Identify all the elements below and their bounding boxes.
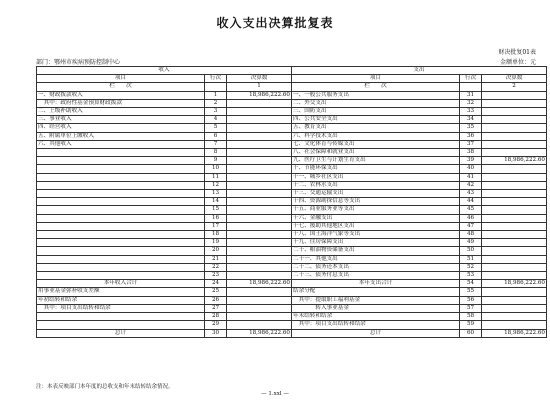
table-row bbox=[37, 108, 547, 116]
expense-item-cell: 本年支出合计 bbox=[292, 280, 460, 288]
expense-row-cell: 57 bbox=[460, 304, 482, 312]
income-row-cell: 25 bbox=[205, 288, 227, 296]
income-row-cell: 22 bbox=[205, 263, 227, 271]
expense-item-cell: 五、教育支出 bbox=[292, 124, 460, 132]
expense-amount-cell bbox=[482, 132, 547, 140]
income-row-cell: 3 bbox=[205, 108, 227, 116]
expense-item-cell: 二十一、其他支出 bbox=[292, 255, 460, 263]
income-item-cell: 年初结转和结余 bbox=[37, 296, 205, 304]
table-row bbox=[37, 272, 547, 280]
income-amount-cell bbox=[227, 116, 292, 124]
expense-item-cell: 转入事业基金 bbox=[292, 304, 460, 312]
income-amount-cell bbox=[227, 181, 292, 189]
table-row bbox=[37, 247, 547, 255]
income-item-cell: 五、附属单位上缴收入 bbox=[37, 132, 205, 140]
income-item-cell: 其中：项目支出结转和结余 bbox=[37, 304, 205, 312]
income-row-cell: 7 bbox=[205, 140, 227, 148]
expense-amount-cell bbox=[482, 304, 547, 312]
page-title: 收入支出决算批复表 bbox=[216, 16, 334, 30]
table-row bbox=[37, 132, 547, 140]
income-row-cell: 10 bbox=[205, 165, 227, 173]
expense-amount-cell bbox=[482, 255, 547, 263]
expense-amount-cell bbox=[482, 165, 547, 173]
table-row bbox=[37, 116, 547, 124]
table-row bbox=[37, 296, 547, 304]
income-row-cell: 17 bbox=[205, 222, 227, 230]
income-row-cell: 4 bbox=[205, 116, 227, 124]
expense-row-cell: 46 bbox=[460, 214, 482, 222]
expense-amount-cell bbox=[482, 231, 547, 239]
income-row-cell: 18 bbox=[205, 231, 227, 239]
table-row bbox=[37, 321, 547, 329]
table-row bbox=[37, 280, 547, 288]
income-amount-cell bbox=[227, 313, 292, 321]
table-row bbox=[37, 239, 547, 247]
income-item-cell bbox=[37, 247, 205, 255]
income-amount-cell: 18,986,222.60 bbox=[227, 91, 292, 99]
expense-item-header: 项目 bbox=[292, 75, 460, 83]
budget-table bbox=[36, 66, 547, 338]
income-column-label: 栏 次 bbox=[37, 83, 205, 91]
income-item-cell bbox=[37, 165, 205, 173]
table-row bbox=[37, 181, 547, 189]
table-row bbox=[37, 99, 547, 107]
income-item-cell bbox=[37, 222, 205, 230]
table-row bbox=[37, 91, 547, 99]
income-amount-cell bbox=[227, 99, 292, 107]
income-row-cell: 14 bbox=[205, 198, 227, 206]
expense-amount-cell bbox=[482, 124, 547, 132]
expense-row-cell: 52 bbox=[460, 263, 482, 271]
table-body bbox=[37, 91, 547, 337]
income-item-cell bbox=[37, 214, 205, 222]
table-row bbox=[37, 313, 547, 321]
income-item-cell bbox=[37, 321, 205, 329]
table-row bbox=[37, 190, 547, 198]
income-amount-cell bbox=[227, 255, 292, 263]
table-row bbox=[37, 173, 547, 181]
income-amount-cell bbox=[227, 272, 292, 280]
expense-row-cell: 40 bbox=[460, 165, 482, 173]
income-amount-cell bbox=[227, 140, 292, 148]
income-item-cell: 本年收入合计 bbox=[37, 280, 205, 288]
income-row-cell: 12 bbox=[205, 181, 227, 189]
income-amount-cell bbox=[227, 108, 292, 116]
table-row bbox=[37, 263, 547, 271]
expense-row-cell: 35 bbox=[460, 124, 482, 132]
income-item-cell: 其中：政府性基金预算财政拨款 bbox=[37, 99, 205, 107]
expense-amount-cell bbox=[482, 190, 547, 198]
expense-amount-cell bbox=[482, 173, 547, 181]
expense-amount-cell bbox=[482, 321, 547, 329]
table-row bbox=[37, 255, 547, 263]
income-amount-cell: 18,986,222.60 bbox=[227, 280, 292, 288]
expense-item-cell: 年末结转和结余 bbox=[292, 313, 460, 321]
table-row bbox=[37, 304, 547, 312]
income-item-cell: 一、财政拨款收入 bbox=[37, 91, 205, 99]
expense-amount-cell bbox=[482, 91, 547, 99]
expense-row-cell: 34 bbox=[460, 116, 482, 124]
income-item-cell bbox=[37, 198, 205, 206]
income-row-cell: 28 bbox=[205, 313, 227, 321]
income-row-cell: 23 bbox=[205, 272, 227, 280]
expense-item-cell: 二十二、债务还本支出 bbox=[292, 263, 460, 271]
income-amount-cell bbox=[227, 190, 292, 198]
income-amount-cell bbox=[227, 149, 292, 157]
expense-item-cell: 十一、城乡社区支出 bbox=[292, 173, 460, 181]
income-row-cell: 9 bbox=[205, 157, 227, 165]
income-amount-header: 决算数 bbox=[227, 75, 292, 83]
income-item-cell bbox=[37, 313, 205, 321]
expense-row-cell: 48 bbox=[460, 231, 482, 239]
table-row bbox=[37, 198, 547, 206]
expense-amount-cell bbox=[482, 99, 547, 107]
expense-amount-cell: 18,986,222.60 bbox=[482, 329, 547, 337]
expense-row-cell: 54 bbox=[460, 280, 482, 288]
expense-item-cell: 其中：项目支出结转和结余 bbox=[292, 321, 460, 329]
income-amount-cell bbox=[227, 239, 292, 247]
expense-item-cell: 六、科学技术支出 bbox=[292, 132, 460, 140]
expense-row-cell: 39 bbox=[460, 157, 482, 165]
income-row-cell: 20 bbox=[205, 247, 227, 255]
expense-row-cell: 37 bbox=[460, 140, 482, 148]
income-amount-cell: 18,986,222.60 bbox=[227, 329, 292, 337]
income-row-cell: 2 bbox=[205, 99, 227, 107]
income-item-cell bbox=[37, 149, 205, 157]
income-item-cell bbox=[37, 231, 205, 239]
form-number: 财决批复01表 bbox=[498, 49, 536, 56]
income-item-cell: 二、上级补助收入 bbox=[37, 108, 205, 116]
income-amount-cell bbox=[227, 222, 292, 230]
table-row bbox=[37, 124, 547, 132]
department-label: 部门：鄂州市疾病预防控制中心 bbox=[36, 59, 121, 66]
income-amount-cell bbox=[227, 198, 292, 206]
expense-row-cell: 33 bbox=[460, 108, 482, 116]
expense-item-cell: 二、外交支出 bbox=[292, 99, 460, 107]
expense-item-cell: 十三、交通运输支出 bbox=[292, 190, 460, 198]
expense-amount-header: 决算数 bbox=[482, 75, 547, 83]
income-header: 收入 bbox=[37, 67, 292, 75]
expense-amount-cell bbox=[482, 181, 547, 189]
income-amount-cell bbox=[227, 165, 292, 173]
income-amount-cell bbox=[227, 124, 292, 132]
expense-amount-cell bbox=[482, 272, 547, 280]
income-row-cell: 1 bbox=[205, 91, 227, 99]
expense-row-cell: 41 bbox=[460, 173, 482, 181]
income-column-spacer bbox=[205, 83, 227, 91]
expense-row-cell: 51 bbox=[460, 255, 482, 263]
expense-item-cell: 十四、资源勘探信息等支出 bbox=[292, 198, 460, 206]
income-row-cell: 13 bbox=[205, 190, 227, 198]
expense-item-cell: 四、公共安全支出 bbox=[292, 116, 460, 124]
expense-row-cell: 53 bbox=[460, 272, 482, 280]
income-row-cell: 15 bbox=[205, 206, 227, 214]
expense-row-cell: 32 bbox=[460, 99, 482, 107]
income-amount-cell bbox=[227, 231, 292, 239]
income-amount-cell bbox=[227, 157, 292, 165]
table-row bbox=[37, 165, 547, 173]
expense-row-cell: 50 bbox=[460, 247, 482, 255]
expense-item-cell: 十六、金融支出 bbox=[292, 214, 460, 222]
expense-item-cell: 十、节能环保支出 bbox=[292, 165, 460, 173]
income-item-cell bbox=[37, 206, 205, 214]
expense-row-header: 行次 bbox=[460, 75, 482, 83]
table-row bbox=[37, 288, 547, 296]
table-row bbox=[37, 140, 547, 148]
expense-row-cell: 58 bbox=[460, 313, 482, 321]
expense-column-number: 2 bbox=[482, 83, 547, 91]
expense-row-cell: 43 bbox=[460, 190, 482, 198]
income-item-cell bbox=[37, 263, 205, 271]
expense-item-cell: 七、文化体育与传媒支出 bbox=[292, 140, 460, 148]
expense-item-cell: 一、一般公共服务支出 bbox=[292, 91, 460, 99]
income-row-cell: 11 bbox=[205, 173, 227, 181]
income-row-cell: 16 bbox=[205, 214, 227, 222]
expense-row-cell: 45 bbox=[460, 206, 482, 214]
income-amount-cell bbox=[227, 206, 292, 214]
income-row-cell: 29 bbox=[205, 321, 227, 329]
expense-amount-cell bbox=[482, 263, 547, 271]
expense-row-cell: 38 bbox=[460, 149, 482, 157]
income-item-cell bbox=[37, 239, 205, 247]
page-number: — 1.xxl — bbox=[261, 391, 289, 397]
expense-item-cell: 十二、农林水支出 bbox=[292, 181, 460, 189]
expense-column-spacer bbox=[460, 83, 482, 91]
expense-item-cell: 十五、商业服务业等支出 bbox=[292, 206, 460, 214]
income-row-cell: 24 bbox=[205, 280, 227, 288]
income-item-header: 项目 bbox=[37, 75, 205, 83]
expense-item-cell: 八、社会保障和就业支出 bbox=[292, 149, 460, 157]
income-row-cell: 26 bbox=[205, 296, 227, 304]
income-row-cell: 21 bbox=[205, 255, 227, 263]
expense-item-cell: 其中：提取职工福利基金 bbox=[292, 296, 460, 304]
income-row-cell: 27 bbox=[205, 304, 227, 312]
expense-item-cell: 三、国防支出 bbox=[292, 108, 460, 116]
income-item-cell: 四、经营收入 bbox=[37, 124, 205, 132]
expense-item-cell: 十九、住房保障支出 bbox=[292, 239, 460, 247]
income-item-cell bbox=[37, 255, 205, 263]
income-amount-cell bbox=[227, 296, 292, 304]
expense-row-cell: 49 bbox=[460, 239, 482, 247]
income-item-cell bbox=[37, 157, 205, 165]
expense-item-cell: 十八、国土海洋气象等支出 bbox=[292, 231, 460, 239]
expense-item-cell: 九、医疗卫生与计划生育支出 bbox=[292, 157, 460, 165]
income-item-cell: 三、事业收入 bbox=[37, 116, 205, 124]
expense-item-cell: 十七、援助其他地区支出 bbox=[292, 222, 460, 230]
expense-item-cell: 二十、粮油物资储备支出 bbox=[292, 247, 460, 255]
expense-amount-cell bbox=[482, 222, 547, 230]
currency-unit: 金额单位：元 bbox=[499, 59, 536, 66]
income-item-cell bbox=[37, 190, 205, 198]
income-amount-cell bbox=[227, 304, 292, 312]
expense-row-cell: 44 bbox=[460, 198, 482, 206]
table-row bbox=[37, 149, 547, 157]
income-amount-cell bbox=[227, 288, 292, 296]
income-item-cell bbox=[37, 181, 205, 189]
income-item-cell bbox=[37, 272, 205, 280]
expense-header: 支出 bbox=[292, 67, 547, 75]
expense-item-cell: 二十三、债务付息支出 bbox=[292, 272, 460, 280]
table-row bbox=[37, 206, 547, 214]
expense-row-cell: 47 bbox=[460, 222, 482, 230]
expense-row-cell: 31 bbox=[460, 91, 482, 99]
expense-amount-cell bbox=[482, 108, 547, 116]
expense-column-label: 栏 次 bbox=[292, 83, 460, 91]
footnote: 注：本表反映部门本年度的总收支和年末结转结余情况。 bbox=[36, 384, 174, 390]
expense-item-cell: 总计 bbox=[292, 329, 460, 337]
table-row bbox=[37, 222, 547, 230]
income-amount-cell bbox=[227, 263, 292, 271]
income-column-number: 1 bbox=[227, 83, 292, 91]
expense-amount-cell bbox=[482, 116, 547, 124]
income-item-cell: 总计 bbox=[37, 329, 205, 337]
expense-amount-cell bbox=[482, 206, 547, 214]
income-item-cell: 用事业基金弥补收支差额 bbox=[37, 288, 205, 296]
expense-amount-cell bbox=[482, 296, 547, 304]
income-row-header: 行次 bbox=[205, 75, 227, 83]
expense-amount-cell bbox=[482, 140, 547, 148]
expense-amount-cell bbox=[482, 198, 547, 206]
table-row bbox=[37, 231, 547, 239]
income-row-cell: 19 bbox=[205, 239, 227, 247]
income-amount-cell bbox=[227, 173, 292, 181]
expense-amount-cell bbox=[482, 214, 547, 222]
table-row bbox=[37, 214, 547, 222]
income-amount-cell bbox=[227, 247, 292, 255]
income-amount-cell bbox=[227, 132, 292, 140]
income-item-cell bbox=[37, 173, 205, 181]
income-item-cell: 六、其他收入 bbox=[37, 140, 205, 148]
expense-amount-cell bbox=[482, 313, 547, 321]
expense-amount-cell bbox=[482, 149, 547, 157]
expense-item-cell: 结余分配 bbox=[292, 288, 460, 296]
income-row-cell: 30 bbox=[205, 329, 227, 337]
table-row bbox=[37, 157, 547, 165]
income-row-cell: 5 bbox=[205, 124, 227, 132]
expense-amount-cell bbox=[482, 247, 547, 255]
expense-row-cell: 42 bbox=[460, 181, 482, 189]
income-amount-cell bbox=[227, 214, 292, 222]
income-row-cell: 8 bbox=[205, 149, 227, 157]
expense-row-cell: 36 bbox=[460, 132, 482, 140]
expense-amount-cell bbox=[482, 288, 547, 296]
expense-row-cell: 59 bbox=[460, 321, 482, 329]
income-amount-cell bbox=[227, 321, 292, 329]
expense-amount-cell bbox=[482, 239, 547, 247]
expense-row-cell: 55 bbox=[460, 288, 482, 296]
income-row-cell: 6 bbox=[205, 132, 227, 140]
expense-amount-cell: 18,986,222.60 bbox=[482, 157, 547, 165]
expense-amount-cell: 18,986,222.60 bbox=[482, 280, 547, 288]
expense-row-cell: 60 bbox=[460, 329, 482, 337]
table-row bbox=[37, 329, 547, 337]
expense-row-cell: 56 bbox=[460, 296, 482, 304]
